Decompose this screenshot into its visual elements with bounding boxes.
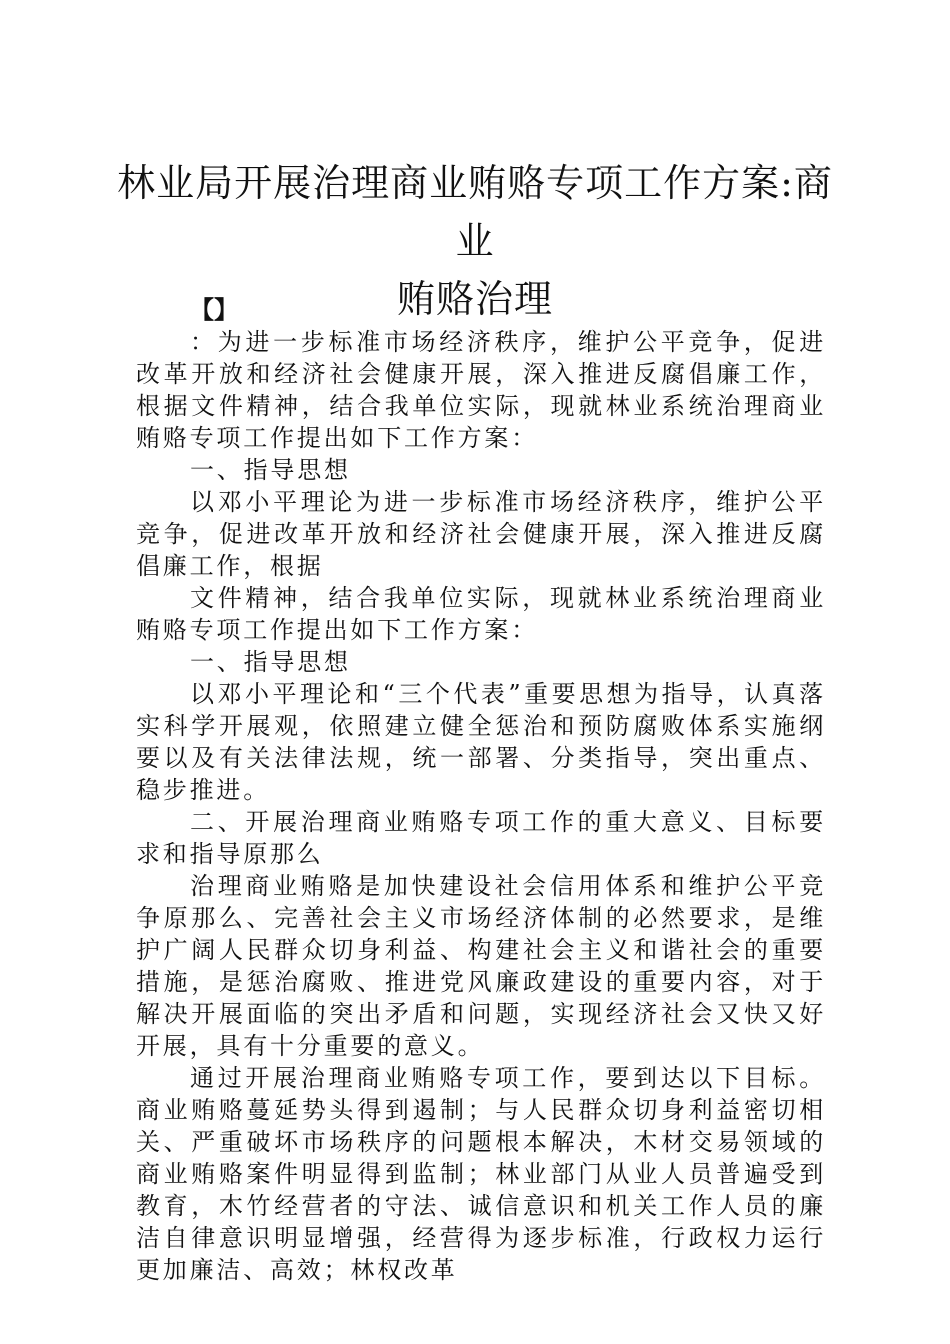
brackets-marker: 【】 <box>190 295 238 324</box>
title-line-1: 林业局开展治理商业贿赂专项工作方案:商业 <box>117 161 833 263</box>
paragraph: 以邓小平理论为进一步标准市场经济秩序，维护公平竞争，促进改革开放和经济社会健康开展，深入推进反腐倡廉工作，根据 <box>136 488 826 580</box>
paragraph: 以邓小平理论和“三个代表”重要思想为指导，认真落实科学开展观，依照建立健全惩治和预防腐败体系实施纲要以及有关法律法规，统一部署、分类指导，突出重点、稳步推进。 <box>136 680 826 804</box>
section-heading-guiding-thought: 一、指导思想 <box>190 456 351 484</box>
intro-paragraph: ：为进一步标准市场经济秩序，维护公平竞争，促进改革开放和经济社会健康开展，深入推进反腐倡廉工作，根据文件精神，结合我单位实际，现就林业系统治理商业贿赂专项工作提出如下工作方案： <box>136 328 826 452</box>
section-heading-guiding-thought-repeat: 一、指导思想 <box>190 648 351 676</box>
section-heading-significance: 二、开展治理商业贿赂专项工作的重大意义、目标要求和指导原那么 <box>136 808 826 868</box>
paragraph: 通过开展治理商业贿赂专项工作，要到达以下目标。商业贿赂蔓延势头得到遏制；与人民群众切身利益密切相关、严重破坏市场秩序的问题根本解决，木材交易领域的商业贿赂案件明显得到监制；林业部门从业人员普遍受到教育，木竹经营者的守法、诚信意识和机关工作人员的廉洁自律意识明显增强，经营得为逐步标准，行政权力运行更加廉洁、高效；林权改革 <box>136 1064 826 1284</box>
document-body <box>136 294 826 1286</box>
paragraph: 文件精神，结合我单位实际，现就林业系统治理商业贿赂专项工作提出如下工作方案： <box>136 584 826 644</box>
paragraph: 治理商业贿赂是加快建设社会信用体系和维护公平竞争原那么、完善社会主义市场经济体制的必然要求，是维护广阔人民群众切身利益、构建社会主义和谐社会的重要措施，是惩治腐败、推进党风廉政建设的重要内容，对于解决开展面临的突出矛盾和问题，实现经济社会又快又好开展，具有十分重要的意义。 <box>136 872 826 1060</box>
title-line-2: 贿赂治理 <box>396 277 553 321</box>
